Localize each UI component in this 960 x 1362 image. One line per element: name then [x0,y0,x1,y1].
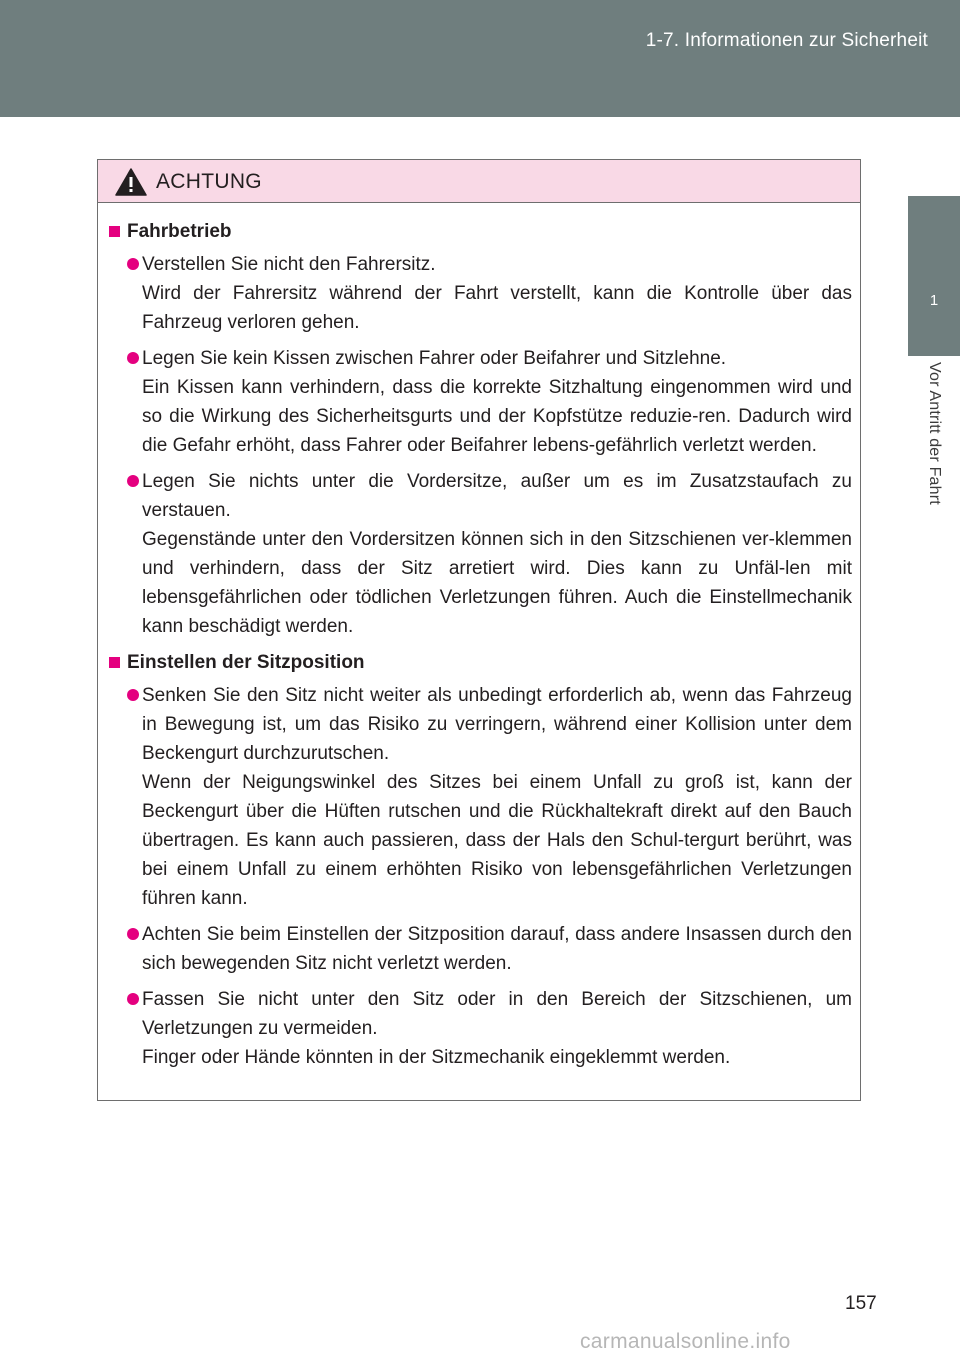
list-item [106,250,852,337]
warning-section [106,648,852,1072]
section-heading-text: Fahrbetrieb [127,221,232,242]
paragraph: Achten Sie beim Einstellen der Sitzposition darauf, dass andere Insassen durch den sich bewegenden Sitz nicht verletzt werden. [142,924,852,974]
round-bullet-icon [127,993,139,1005]
square-bullet-icon [109,657,120,668]
paragraph: Ein Kissen kann verhindern, dass die korrekte Sitzhaltung eingenommen wird und so die Wirkung des Sicherheitsgurts und der Kopfstütze reduzie-ren. Dadurch wird die Gefahr erhöht, dass Fahrer oder Beifahrer lebens-gefährlich verletzt werden. [142,377,852,456]
warning-triangle-icon [115,168,147,196]
page-number: 157 [845,1293,877,1314]
warning-title: ACHTUNG [156,170,262,193]
paragraph: Verstellen Sie nicht den Fahrersitz. [142,254,436,275]
paragraph: Legen Sie nichts unter die Vordersitze, außer um es im Zusatzstaufach zu verstauen. [142,471,852,521]
list-item [106,344,852,460]
paragraph: Fassen Sie nicht unter den Sitz oder in den Bereich der Sitzschienen, um Verletzungen zu vermeiden. [142,989,852,1039]
list-item [106,985,852,1072]
header-band [0,0,960,117]
round-bullet-icon [127,352,139,364]
section-heading [106,648,852,677]
paragraph: Wenn der Neigungswinkel des Sitzes bei einem Unfall zu groß ist, kann der Beckengurt über die Hüften rutschen und die Rückhaltekraft direkt auf den Bauch übertragen. Es kann auch passieren, dass der Hals den Schul-tergurt berührt, was bei einem Unfall zu einem erhöhten Risiko von lebensgefährlichen Verletzungen führen kann. [142,772,852,909]
section-heading-text: Einstellen der Sitzposition [127,652,365,673]
square-bullet-icon [109,226,120,237]
paragraph: Legen Sie kein Kissen zwischen Fahrer oder Beifahrer und Sitzlehne. [142,348,727,369]
paragraph: Senken Sie den Sitz nicht weiter als unbedingt erforderlich ab, wenn das Fahrzeug in Bewegung ist, um das Risiko zu verringern, während einer Kollision unter dem Beckengurt durchzurutschen. [142,685,852,764]
warning-header [98,160,860,203]
warning-section [106,217,852,641]
chapter-tab [908,196,960,356]
round-bullet-icon [127,928,139,940]
watermark: carmanualsonline.info [580,1330,791,1353]
round-bullet-icon [127,258,139,270]
paragraph: Gegenstände unter den Vordersitzen können sich in den Sitzschienen ver-klemmen und verhindern, dass der Sitz arretiert wird. Dies kann zu Unfäl-len mit lebensgefährlichen oder tödlichen Verletzungen führen. Auch die Einstellmechanik kann beschädigt werden. [142,529,852,637]
paragraph: Finger oder Hände könnten in der Sitzmechanik eingeklemmt werden. [142,1047,731,1068]
section-heading [106,217,852,246]
warning-body [98,203,860,1072]
warning-box [97,159,861,1101]
chapter-label: Vor Antritt der Fahrt [926,362,943,505]
list-item [106,467,852,641]
chapter-number: 1 [929,292,939,309]
list-item [106,681,852,913]
paragraph: Wird der Fahrersitz während der Fahrt verstellt, kann die Kontrolle über das Fahrzeug verloren gehen. [142,283,852,333]
round-bullet-icon [127,689,139,701]
section-title: 1-7. Informationen zur Sicherheit [645,30,928,51]
round-bullet-icon [127,475,139,487]
list-item [106,920,852,978]
